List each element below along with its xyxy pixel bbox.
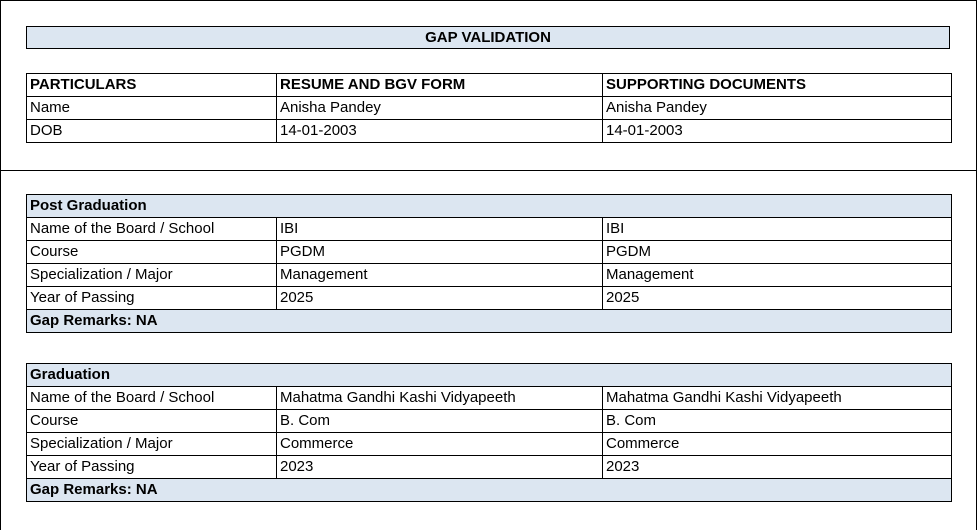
summary-table [26, 73, 952, 143]
row-label: Specialization / Major [27, 433, 277, 456]
row-label: Year of Passing [27, 287, 277, 310]
resume-value: PGDM [277, 241, 603, 264]
table-row [27, 241, 952, 264]
page-title: GAP VALIDATION [26, 26, 950, 49]
docs-value: 2023 [603, 456, 952, 479]
docs-value: 14-01-2003 [603, 120, 952, 143]
row-label: Name [27, 97, 277, 120]
docs-value: Anisha Pandey [603, 97, 952, 120]
docs-value: Mahatma Gandhi Kashi Vidyapeeth [603, 387, 952, 410]
row-label: Course [27, 241, 277, 264]
resume-value: Mahatma Gandhi Kashi Vidyapeeth [277, 387, 603, 410]
gap-remarks: Gap Remarks: NA [27, 479, 952, 502]
column-header-resume: RESUME AND BGV FORM [277, 74, 603, 97]
docs-value: Commerce [603, 433, 952, 456]
table-row [27, 456, 952, 479]
row-label: DOB [27, 120, 277, 143]
resume-value: B. Com [277, 410, 603, 433]
table-row [27, 218, 952, 241]
post-graduation-table [26, 194, 952, 333]
column-header-particulars: PARTICULARS [27, 74, 277, 97]
table-row [27, 433, 952, 456]
docs-value: PGDM [603, 241, 952, 264]
resume-value: 2025 [277, 287, 603, 310]
resume-value: Anisha Pandey [277, 97, 603, 120]
row-label: Year of Passing [27, 456, 277, 479]
row-label: Specialization / Major [27, 264, 277, 287]
section-heading: Graduation [27, 364, 952, 387]
table-row [27, 120, 952, 143]
table-row [27, 410, 952, 433]
row-label: Name of the Board / School [27, 218, 277, 241]
row-label: Name of the Board / School [27, 387, 277, 410]
column-header-supporting-docs: SUPPORTING DOCUMENTS [603, 74, 952, 97]
table-row [27, 387, 952, 410]
resume-value: Management [277, 264, 603, 287]
resume-value: IBI [277, 218, 603, 241]
docs-value: Management [603, 264, 952, 287]
table-row [27, 264, 952, 287]
table-row [27, 97, 952, 120]
section-heading-row [27, 364, 952, 387]
docs-value: IBI [603, 218, 952, 241]
section-heading: Post Graduation [27, 195, 952, 218]
resume-value: 2023 [277, 456, 603, 479]
row-label: Course [27, 410, 277, 433]
resume-value: 14-01-2003 [277, 120, 603, 143]
docs-value: 2025 [603, 287, 952, 310]
docs-value: B. Com [603, 410, 952, 433]
section-heading-row [27, 195, 952, 218]
table-row [27, 287, 952, 310]
gap-remarks-row [27, 479, 952, 502]
table-header-row [27, 74, 952, 97]
gap-remarks-row [27, 310, 952, 333]
gap-remarks: Gap Remarks: NA [27, 310, 952, 333]
graduation-table [26, 363, 952, 502]
resume-value: Commerce [277, 433, 603, 456]
